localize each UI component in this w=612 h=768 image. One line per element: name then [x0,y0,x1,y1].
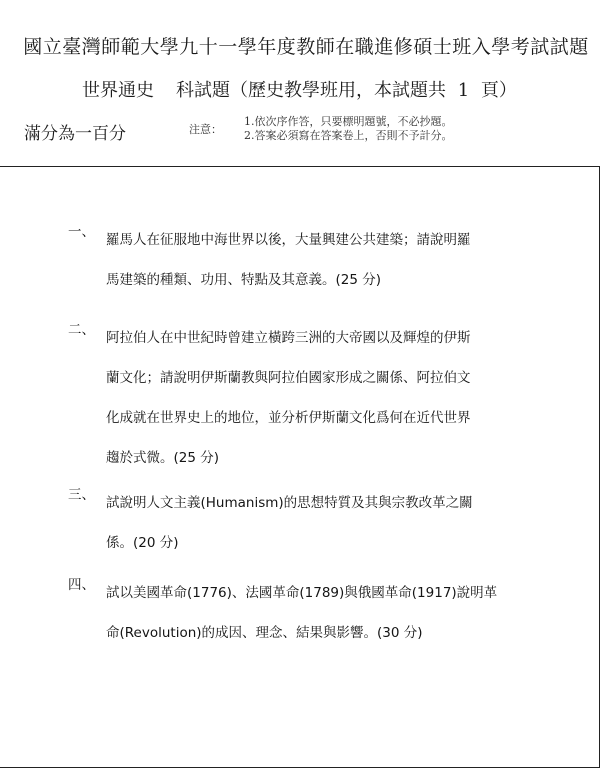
question-text [106,483,536,563]
question-line: 阿拉伯人在中世紀時曾建立橫跨三洲的大帝國以及輝煌的伊斯 [106,330,471,346]
question-number: 三、 [68,487,95,503]
total-score: 滿分為一百分 [24,124,126,144]
notice-list [244,115,453,143]
question-number: 四、 [68,577,95,593]
question-text [106,220,536,300]
question-text [106,318,536,478]
question-line: 趨於式微。(25 分) [106,450,220,466]
notice-label: 注意： [189,123,222,136]
exam-subtitle [82,76,517,102]
question-line: 係。(20 分) [106,535,179,551]
question-line: 馬建築的種類、功用、特點及其意義。(25 分) [106,272,382,288]
question-line: 試以美國革命(1776)、法國革命(1789)與俄國革命(1917)說明革 [106,585,498,601]
subject-name: 世界通史 [82,80,154,101]
question-text [106,573,536,653]
question-line: 羅馬人在征服地中海世界以後，大量興建公共建築；請說明羅 [106,232,471,248]
question-line: 試說明人文主義(Humanism)的思想特質及其與宗教改革之關 [106,495,473,511]
question-number: 一、 [68,224,95,240]
question-number: 二、 [68,322,95,338]
question-line: 化成就在世界史上的地位，並分析伊斯蘭文化爲何在近代世界 [106,410,471,426]
question-line: 蘭文化；請說明伊斯蘭教與阿拉伯國家形成之關係、阿拉伯文 [106,370,471,386]
notice-item: 2.答案必須寫在答案卷上，否則不予計分。 [244,129,453,142]
question-line: 命(Revolution)的成因、理念、結果與影響。(30 分) [106,625,423,641]
notice-item: 1.依次序作答，只要標明題號，不必抄題。 [244,115,453,128]
subject-suffix: 科試題（歷史教學班用，本試題共 1 頁） [176,80,517,101]
exam-title: 國立臺灣師範大學九十一學年度教師在職進修碩士班入學考試試題 [23,36,589,58]
